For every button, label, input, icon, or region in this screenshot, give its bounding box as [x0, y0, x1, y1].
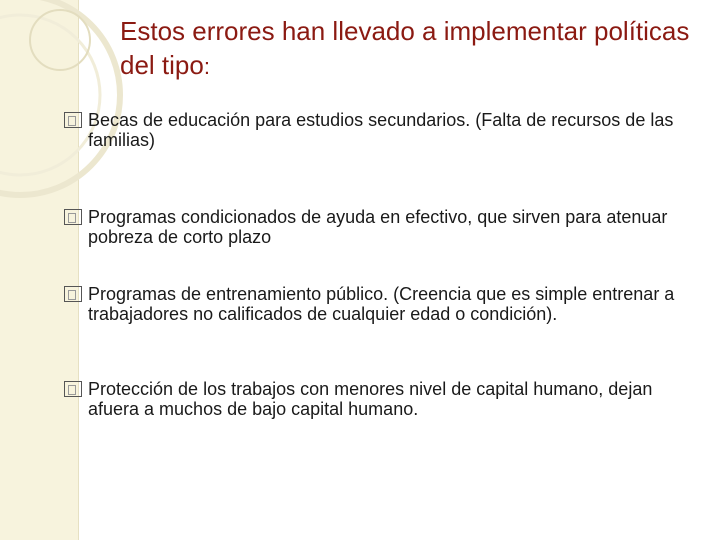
- square-bullet-icon: [64, 381, 82, 397]
- bullet-text: Protección de los trabajos con menores nivel de capital humano, dejan afuera a muchos de bajo capital humano.: [88, 379, 653, 419]
- bullet-text: Programas condicionados de ayuda en efectivo, que sirven para atenuar pobreza de corto plazo: [88, 207, 668, 247]
- bullet-text: Programas de entrenamiento público. (Creencia que es simple entrenar a trabajadores no calificados de cualquier edad o condición).: [88, 284, 675, 324]
- bullet-text: Becas de educación para estudios secundarios. (Falta de recursos de las familias): [88, 110, 674, 150]
- bullet-item: [64, 207, 684, 247]
- square-bullet-icon: [64, 286, 82, 302]
- bullet-item: [64, 284, 684, 324]
- title-colon: :: [203, 54, 210, 79]
- slide-title: [120, 14, 700, 84]
- bullet-item: [64, 379, 684, 419]
- square-bullet-icon: [64, 209, 82, 225]
- title-text: Estos errores han llevado a implementar políticas del tipo: [120, 16, 690, 80]
- square-bullet-icon: [64, 112, 82, 128]
- bullet-item: [64, 110, 684, 150]
